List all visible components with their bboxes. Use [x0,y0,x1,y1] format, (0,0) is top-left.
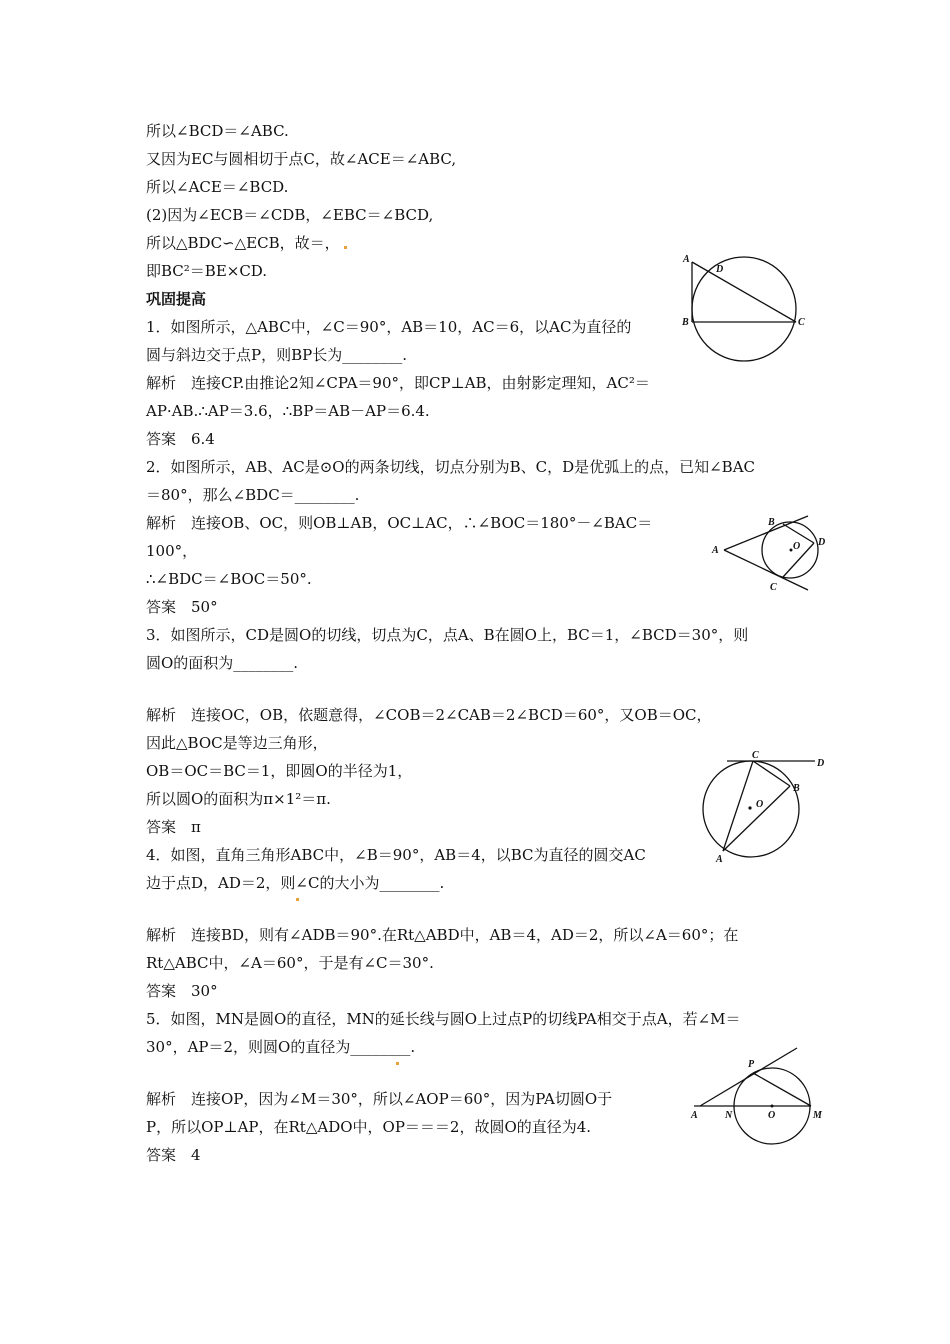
label-B: B [682,317,689,328]
artifact-mark [296,898,299,901]
label-N: N [725,1110,733,1121]
label-B: B [793,783,800,794]
analysis-2: 解析 连接OB、OC，则OB⊥AB，OC⊥AC，∴∠BOC＝180°－∠BAC＝ [146,514,653,532]
question-4: 4．如图，直角三角形ABC中，∠B＝90°，AB＝4，以BC为直径的圆交AC [146,846,646,864]
question-1-cont: 圆与斜边交于点P，则BP长为________. [146,346,407,364]
answer-2: 答案 50° [146,598,218,616]
label-O: O [793,541,801,552]
analysis-3: 解析 连接OC，OB，依题意得，∠COB＝2∠CAB＝2∠BCD＝60°，又OB＝OC， [146,706,712,724]
question-5: 5．如图，MN是圆O的直径，MN的延长线与圆O上过点P的切线PA相交于点A，若∠M＝ [146,1010,741,1028]
question-4-cont: 边于点D，AD＝2，则∠C的大小为________. [146,874,445,892]
label-C: C [752,750,759,761]
label-A: A [716,854,723,865]
label-A: A [712,545,719,556]
label-O: O [756,799,764,810]
text-line: 即BC²＝BE×CD. [146,262,268,280]
analysis-3-cont: 所以圆O的面积为π×1²＝π. [146,790,331,808]
question-2-cont: ＝80°，那么∠BDC＝________. [146,486,360,504]
figure-2-diagram [708,510,838,595]
label-A: A [683,254,690,265]
artifact-mark [344,246,347,249]
analysis-1-cont: AP·AB.∴AP＝3.6，∴BP＝AB－AP＝6.4. [146,402,430,420]
text-line: 所以△BDC∽△ECB，故＝， [146,234,340,252]
question-3: 3．如图所示，CD是圆O的切线，切点为C，点A、B在圆O上，BC＝1，∠BCD＝30°，则 [146,626,749,644]
question-1: 1．如图所示，△ABC中，∠C＝90°，AB＝10，AC＝6，以AC为直径的 [146,318,632,336]
analysis-3-cont: OB＝OC＝BC＝1，即圆O的半径为1， [146,762,413,780]
analysis-3-cont: 因此△BOC是等边三角形， [146,734,328,752]
label-D: D [716,264,724,275]
text-line: (2)因为∠ECB＝∠CDB，∠EBC＝∠BCD, [146,206,434,224]
analysis-1: 解析 连接CP.由推论2知∠CPA＝90°，即CP⊥AB，由射影定理知，AC²＝ [146,374,650,392]
analysis-4: 解析 连接BD，则有∠ADB＝90°.在Rt△ABD中，AB＝4，AD＝2，所以∠A＝60°；在 [146,926,739,944]
figure-3-diagram [710,745,840,870]
label-B: B [768,517,775,528]
text-line: 所以∠ACE＝∠BCD. [146,178,289,196]
analysis-5: 解析 连接OP，因为∠M＝30°，所以∠AOP＝60°，因为PA切圆O于 [146,1090,613,1108]
analysis-4-cont: Rt△ABC中，∠A＝60°，于是有∠C＝30°. [146,954,434,972]
label-D: D [818,537,826,548]
text-line: 所以∠BCD＝∠ABC. [146,122,289,140]
answer-5: 答案 4 [146,1146,201,1164]
label-C: C [770,582,777,593]
answer-4: 答案 30° [146,982,218,1000]
label-P: P [748,1059,755,1070]
analysis-2-cont: ∴∠BDC＝∠BOC＝50°. [146,570,312,588]
section-heading: 巩固提高 [146,290,207,308]
answer-1: 答案 6.4 [146,430,215,448]
analysis-2-cont: 100°， [146,542,198,560]
answer-3: 答案 π [146,818,201,836]
label-D: D [817,758,825,769]
question-3-cont: 圆O的面积为________. [146,654,299,672]
label-A: A [691,1110,698,1121]
label-C: C [798,317,805,328]
analysis-5-cont: P，所以OP⊥AP，在Rt△ADO中，OP＝＝＝2，故圆O的直径为4. [146,1118,592,1136]
figure-1-diagram [676,248,816,373]
question-2: 2．如图所示，AB、AC是⊙O的两条切线，切点分别为B、C，D是优弧上的点，已知∠BAC [146,458,756,476]
figure-4-diagram [688,1040,833,1150]
label-O: O [768,1110,776,1121]
text-line: 又因为EC与圆相切于点C，故∠ACE＝∠ABC, [146,150,457,168]
label-M: M [813,1110,822,1121]
question-5-cont: 30°，AP＝2，则圆O的直径为________. [146,1038,416,1056]
artifact-mark [396,1062,399,1065]
